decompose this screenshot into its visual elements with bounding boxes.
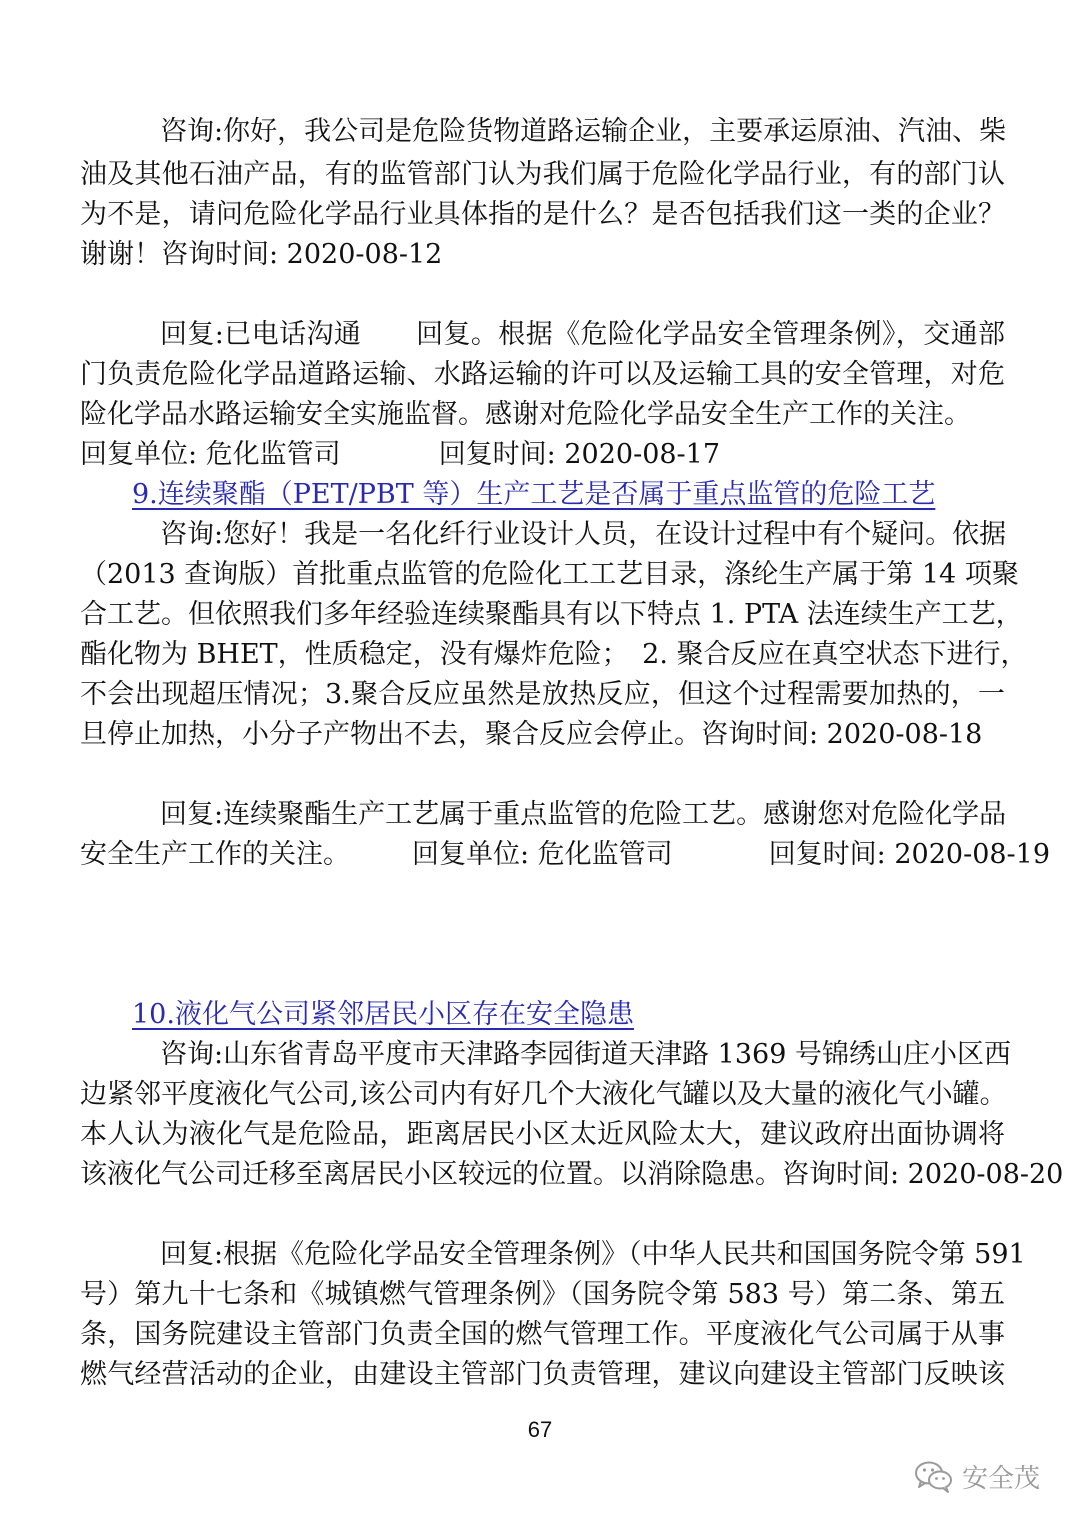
q9-consult-line: 酯化物为 BHET，性质稳定，没有爆炸危险； 2. 聚合反应在真空状态下进行， [80, 639, 1028, 670]
q9-reply-meta [80, 835, 1051, 875]
q9-title-link[interactable]: 9.连续聚酯（PET/PBT 等）生产工艺是否属于重点监管的危险工艺 [132, 479, 936, 510]
reply-time: 回复时间: 2020-08-19 [768, 839, 1051, 870]
reply-unit: 回复单位: 危化监管司 [80, 439, 341, 470]
q9-consult-line: （2013 查询版）首批重点监管的危险化工工艺目录，涤纶生产属于第 14 项聚 [80, 559, 1019, 590]
q10-consult-line: 咨询:山东省青岛平度市天津路李园街道天津路 1369 号锦绣山庄小区西 [160, 1039, 1011, 1070]
reply-text: 安全生产工作的关注。 [80, 839, 350, 870]
q8-reply-line: 门负责危险化学品道路运输、水路运输的许可以及运输工具的安全管理，对危 [80, 359, 1005, 390]
watermark [914, 1458, 1040, 1495]
q10-reply-line: 号）第九十七条和《城镇燃气管理条例》（国务院令第 583 号）第二条、第五 [80, 1279, 1005, 1310]
q10-reply-line: 回复:根据《危险化学品安全管理条例》（中华人民共和国国务院令第 591 [160, 1239, 1026, 1270]
q9-consult-line: 合工艺。但依照我们多年经验连续聚酯具有以下特点 1. PTA 法连续生产工艺， [80, 599, 1023, 630]
page-number: 67 [527, 1417, 553, 1442]
q8-reply-line: 险化学品水路运输安全实施监督。感谢对危险化学品安全生产工作的关注。 [80, 399, 971, 430]
watermark-text: 安全茂 [961, 1464, 1040, 1494]
q10-reply-line: 燃气经营活动的企业，由建设主管部门负责管理，建议向建设主管部门反映该 [80, 1359, 1005, 1390]
reply-unit: 回复单位: 危化监管司 [412, 839, 673, 870]
q8-consult-line: 咨询:你好，我公司是危险货物道路运输企业，主要承运原油、汽油、柴 [160, 116, 1007, 147]
q10-consult-line: 边紧邻平度液化气公司,该公司内有好几个大液化气罐以及大量的液化气小罐。 [80, 1079, 1007, 1110]
q10-title-link[interactable]: 10.液化气公司紧邻居民小区存在安全隐患 [132, 999, 634, 1030]
q9-reply-line: 回复:连续聚酯生产工艺属于重点监管的危险工艺。感谢您对危险化学品 [160, 799, 1007, 830]
q8-consult-line: 为不是，请问危险化学品行业具体指的是什么？是否包括我们这一类的企业？ [80, 199, 1005, 230]
q9-consult-line: 咨询:您好！我是一名化纤行业设计人员，在设计过程中有个疑问。依据 [160, 519, 1007, 550]
q9-consult-line: 旦停止加热，小分子产物出不去，聚合反应会停止。咨询时间: 2020-08-18 [80, 719, 983, 750]
q8-reply-meta [80, 435, 1005, 475]
q9-consult-line: 不会出现超压情况；3.聚合反应虽然是放热反应，但这个过程需要加热的，一 [80, 679, 1005, 710]
reply-time: 回复时间: 2020-08-17 [438, 439, 721, 470]
q10-reply-line: 条，国务院建设主管部门负责全国的燃气管理工作。平度液化气公司属于从事 [80, 1319, 1005, 1350]
q8-consult-line: 谢谢！咨询时间: 2020-08-12 [80, 239, 443, 270]
q8-reply-line: 回复:已电话沟通 回复。根据《危险化学品安全管理条例》，交通部 [160, 319, 1005, 350]
q10-consult-line: 本人认为液化气是危险品，距离居民小区太近风险太大，建议政府出面协调将 [80, 1119, 1005, 1150]
wechat-icon [914, 1460, 954, 1494]
q10-consult-line: 该液化气公司迁移至离居民小区较远的位置。以消除隐患。咨询时间: 2020-08-20 [80, 1159, 1064, 1190]
q8-consult-line: 油及其他石油产品，有的监管部门认为我们属于危险化学品行业，有的部门认 [80, 159, 1005, 190]
